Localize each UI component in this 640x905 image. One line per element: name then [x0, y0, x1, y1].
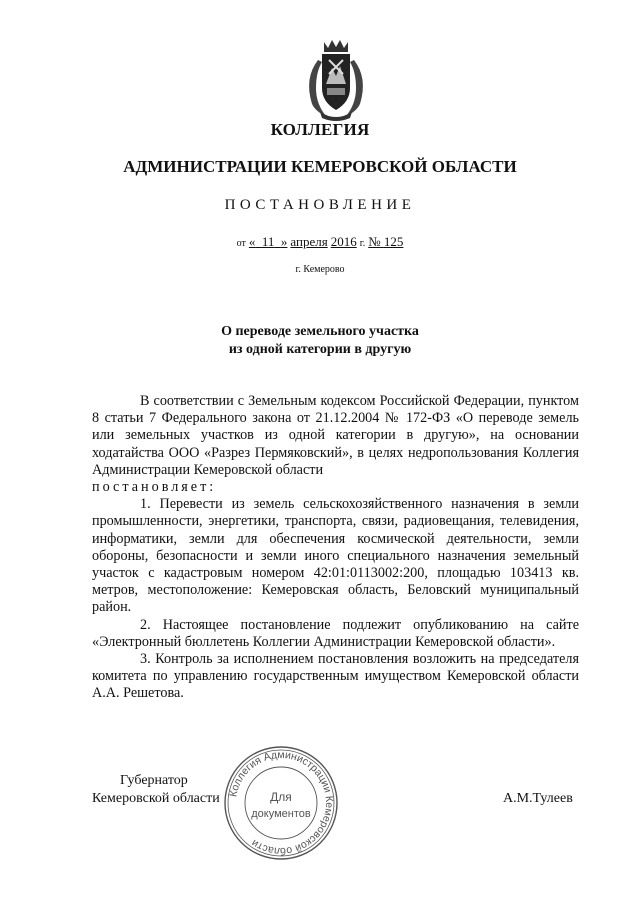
item-3: 3. Контроль за исполнением постановления возложить на председателя комитета по управлению государственным имуществом Кемеровской области А.А. Решетова.	[92, 651, 579, 702]
subject-line-1: О переводе земельного участка	[221, 324, 419, 339]
quote-open: «	[248, 234, 256, 249]
resolves-word: постановляет:	[92, 479, 217, 496]
document-type: ПОСТАНОВЛЕНИЕ	[224, 197, 416, 213]
subject	[0, 323, 640, 359]
stamp-ring-text: Коллегия Администрации Кемеровской области	[227, 748, 336, 858]
stamp-center-line-1: Для	[270, 790, 292, 804]
board-title: КОЛЛЕГИЯ	[270, 120, 370, 139]
day	[255, 234, 281, 249]
intro-paragraph: В соответствии с Земельным кодексом Российской Федерации, пунктом 8 статьи 7 Федерального закона от 21.12.2004 № 172-ФЗ «О переводе земель или земельных участков из одной категории в другую», на основании ходатайства ООО «Разрез Пермяковский», в целях недропользования Коллегия Администрации Кемеровской области	[92, 393, 579, 478]
signatory-name: А.М.Тулеев	[503, 791, 573, 806]
coat-of-arms-icon	[298, 38, 374, 122]
item-2: 2. Настоящее постановление подлежит опубликованию на сайте «Электронный бюллетень Коллегии Администрации Кемеровской области».	[92, 616, 579, 650]
document-body	[92, 393, 579, 703]
number-label: №	[368, 234, 381, 249]
year: 2016	[330, 234, 357, 249]
subject-line-2: из одной категории в другую	[228, 342, 412, 357]
quote-close: »	[280, 234, 288, 249]
signatory-role: Губернатор	[120, 773, 188, 788]
stamp-center-line-2: документов	[251, 808, 311, 820]
item-1: 1. Перевести из земель сельскохозяйственного назначения в земли промышленности, энергетики, транспорта, связи, радиовещания, телевидения, информатики, земли для обеспечения космической деятельности, земли обороны, безопасности и земли иного специального назначения земельный участок с кадастровым номером 42:01:0113002:200, площадью 103413 кв. метров, местоположение: Кемеровская область, Беловский муниципальный район.	[92, 496, 579, 616]
city: г. Кемерово	[295, 264, 345, 275]
document-number: 125	[383, 234, 404, 249]
administration-title: АДМИНИСТРАЦИИ КЕМЕРОВСКОЙ ОБЛАСТИ	[123, 157, 517, 176]
month: апреля	[290, 234, 328, 249]
day-value: 11	[261, 234, 275, 249]
year-suffix: г.	[359, 238, 366, 249]
official-stamp	[222, 744, 340, 862]
document-date-number	[0, 234, 640, 250]
signatory-region: Кемеровской области	[92, 791, 220, 806]
from-label: от	[236, 238, 246, 249]
